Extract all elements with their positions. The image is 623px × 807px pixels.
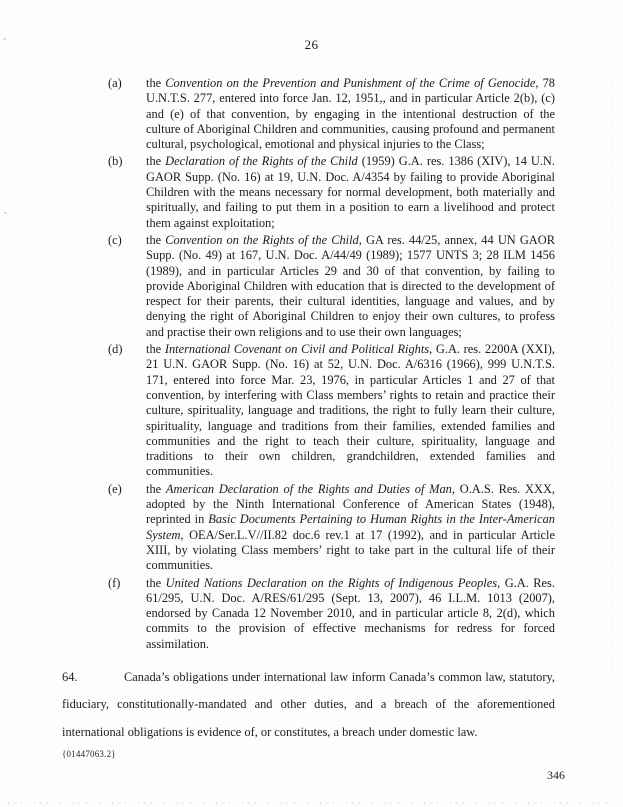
list-item xyxy=(108,482,555,574)
page-number-bottom: 346 xyxy=(547,768,565,782)
list-item-text: the International Covenant on Civil and Political Rights, G.A. res. 2200A (XXI), 21 U.N. GAOR Supp. (No. 16) at 52, U.N. Doc. A/6316 (1966), 999 U.N.T.S. 171, entered into force Mar. 23, 1976, in particular Articles 1 and 27 of that convention, by interfering with Class members’ rights to retain and practice their culture, spirituality, language and traditions, the right to fully learn their culture, spirituality, language and traditions from their families, extended families and communities and the right to teach their culture, spirituality, language and traditions to their own children, grandchildren, extended families and communities. xyxy=(146,342,555,479)
scan-speck xyxy=(4,212,7,214)
paragraph-number: 64. xyxy=(62,669,78,684)
list-item-label: (a) xyxy=(108,76,122,90)
scan-noise-right-edge xyxy=(612,70,613,677)
list-item-label: (b) xyxy=(108,154,123,169)
scan-noise-bottom-edge xyxy=(8,802,615,804)
paragraph-text: Canada’s obligations under international law inform Canada’s common law, statutory, fiduciary, constitutionally-mandated and other duties, and a breach of the aforementioned international obligations is evidence of, or constitutes, a breach under domestic law. xyxy=(62,669,555,739)
list-item-label: (f) xyxy=(108,575,121,590)
document-id-stamp: {01447063.2} xyxy=(62,749,116,760)
list-item-text: the Declaration of the Rights of the Child (1959) G.A. res. 1386 (XIV), 14 U.N. GAOR Supp. (No. 16) at 19, U.N. Doc. A/4354 by failing to provide Aboriginal Children with the means necessary for normal development, both materially and spiritually, and failing to put them in a position to earn a livelihood and protect them against exploitation; xyxy=(146,154,555,230)
list-item xyxy=(108,342,555,480)
list-item-label: (d) xyxy=(108,342,123,357)
list-item xyxy=(108,154,555,230)
paragraph-64 xyxy=(62,664,555,747)
list-item-text: the American Declaration of the Rights and Duties of Man, O.A.S. Res. XXX, adopted by the Ninth International Conference of American States (1948), reprinted in Basic Documents Pertaining to Human Rights in the Inter-American System, OEA/Ser.L.V//II.82 doc.6 rev.1 at 17 (1992), and in particular Article XIII, by violating Class members’ right to take part in the cultural life of their communities. xyxy=(146,481,555,573)
list-item xyxy=(108,76,555,152)
list-item-label: (c) xyxy=(108,232,122,247)
legal-instruments-list xyxy=(62,76,555,652)
list-item-text: the United Nations Declaration on the Rights of Indigenous Peoples, G.A. Res. 61/295, U.N. Doc. A/RES/61/295 (Sept. 13, 2007), 46 I.L.M. 1013 (2007), endorsed by Canada 12 November 2010, and in particular article 8, 2(d), which commits to the provision of effective mechanisms for redress for forced assimilation. xyxy=(146,575,555,651)
list-item xyxy=(108,233,555,340)
list-item-text: the Convention on the Rights of the Child, GA res. 44/25, annex, 44 UN GAOR Supp. (No. 49) at 167, U.N. Doc. A/44/49 (1989); 1577 UNTS 3; 28 ILM 1456 (1989), and in particular Articles 29 and 30 of that convention, by failing to provide Aboriginal Children with education that is directed to the development of respect for their parents, their cultural identities, language and values, and by denying the right of Aboriginal Children to enjoy their own cultures, to profess and practise their own religions and to use their own languages; xyxy=(146,232,555,339)
list-item-text: the Convention on the Prevention and Punishment of the Crime of Genocide, 78 U.N.T.S. 277, entered into force Jan. 12, 1951,, and in particular Article 2(b), (c) and (e) of that convention, by engaging in the intentional destruction of the culture of Aboriginal Children and communities, causing profound and permanent cultural, psychological, emotional and physical injuries to the Class; xyxy=(146,76,555,152)
list-item-label: (e) xyxy=(108,481,122,496)
page-number-top: 26 xyxy=(304,37,319,52)
scan-speck xyxy=(3,38,6,40)
document-body xyxy=(62,76,555,759)
list-item xyxy=(108,576,555,652)
